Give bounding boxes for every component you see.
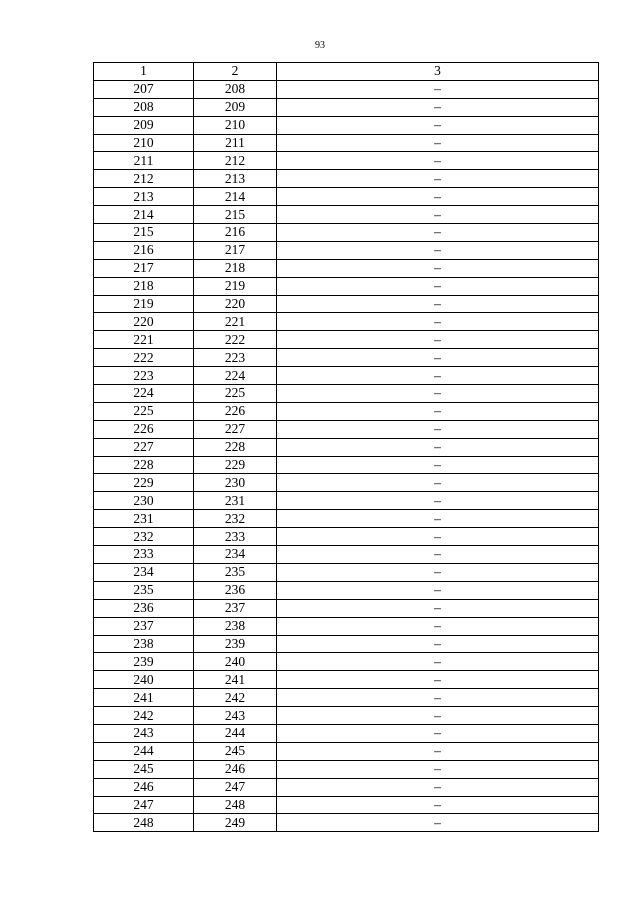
table-row <box>94 689 599 707</box>
cell-col-1: 239 <box>94 653 194 671</box>
cell-col-2: 222 <box>194 331 277 349</box>
cell-col-1: 215 <box>94 224 194 242</box>
cell-col-3: – <box>277 134 599 152</box>
cell-col-1: 213 <box>94 188 194 206</box>
cell-col-1: 220 <box>94 313 194 331</box>
table-row <box>94 420 599 438</box>
table-row <box>94 241 599 259</box>
cell-col-1: 226 <box>94 420 194 438</box>
cell-col-2: 230 <box>194 474 277 492</box>
table-row <box>94 456 599 474</box>
table-row <box>94 367 599 385</box>
cell-col-3: – <box>277 385 599 403</box>
cell-col-2: 246 <box>194 760 277 778</box>
cell-col-1: 219 <box>94 295 194 313</box>
cell-col-3: – <box>277 563 599 581</box>
cell-col-3: – <box>277 635 599 653</box>
cell-col-2: 228 <box>194 438 277 456</box>
cell-col-2: 241 <box>194 671 277 689</box>
cell-col-3: – <box>277 671 599 689</box>
cell-col-1: 242 <box>94 707 194 725</box>
cell-col-3: – <box>277 760 599 778</box>
table-header <box>94 63 599 81</box>
table-row <box>94 402 599 420</box>
cell-col-1: 236 <box>94 599 194 617</box>
cell-col-2: 236 <box>194 581 277 599</box>
cell-col-2: 232 <box>194 510 277 528</box>
cell-col-1: 214 <box>94 206 194 224</box>
cell-col-1: 238 <box>94 635 194 653</box>
table-row <box>94 331 599 349</box>
cell-col-2: 240 <box>194 653 277 671</box>
cell-col-1: 221 <box>94 331 194 349</box>
cell-col-1: 228 <box>94 456 194 474</box>
cell-col-1: 227 <box>94 438 194 456</box>
cell-col-2: 245 <box>194 742 277 760</box>
cell-col-1: 224 <box>94 385 194 403</box>
table-body <box>94 80 599 831</box>
cell-col-2: 219 <box>194 277 277 295</box>
cell-col-2: 220 <box>194 295 277 313</box>
cell-col-2: 237 <box>194 599 277 617</box>
cell-col-3: – <box>277 528 599 546</box>
table-row <box>94 707 599 725</box>
cell-col-3: – <box>277 581 599 599</box>
cell-col-3: – <box>277 259 599 277</box>
cell-col-2: 229 <box>194 456 277 474</box>
cell-col-2: 244 <box>194 724 277 742</box>
cell-col-2: 213 <box>194 170 277 188</box>
table-row <box>94 438 599 456</box>
cell-col-3: – <box>277 778 599 796</box>
cell-col-1: 234 <box>94 563 194 581</box>
cell-col-3: – <box>277 224 599 242</box>
table-row <box>94 385 599 403</box>
cell-col-1: 210 <box>94 134 194 152</box>
table-row <box>94 98 599 116</box>
column-header-2: 2 <box>194 63 277 81</box>
table-row <box>94 116 599 134</box>
table-row <box>94 581 599 599</box>
cell-col-3: – <box>277 116 599 134</box>
table-row <box>94 474 599 492</box>
cell-col-3: – <box>277 707 599 725</box>
cell-col-3: – <box>277 331 599 349</box>
cell-col-3: – <box>277 313 599 331</box>
table-row <box>94 188 599 206</box>
cell-col-3: – <box>277 689 599 707</box>
table-row <box>94 742 599 760</box>
table-row <box>94 635 599 653</box>
cell-col-1: 244 <box>94 742 194 760</box>
table-row <box>94 796 599 814</box>
cell-col-1: 208 <box>94 98 194 116</box>
table-row <box>94 224 599 242</box>
cell-col-2: 231 <box>194 492 277 510</box>
cell-col-1: 231 <box>94 510 194 528</box>
cell-col-3: – <box>277 456 599 474</box>
cell-col-1: 233 <box>94 546 194 564</box>
cell-col-3: – <box>277 510 599 528</box>
cell-col-3: – <box>277 474 599 492</box>
cell-col-3: – <box>277 492 599 510</box>
cell-col-3: – <box>277 546 599 564</box>
cell-col-3: – <box>277 438 599 456</box>
table-row <box>94 528 599 546</box>
cell-col-1: 241 <box>94 689 194 707</box>
cell-col-2: 210 <box>194 116 277 134</box>
cell-col-3: – <box>277 599 599 617</box>
cell-col-1: 232 <box>94 528 194 546</box>
cell-col-3: – <box>277 796 599 814</box>
cell-col-1: 248 <box>94 814 194 832</box>
table-row <box>94 206 599 224</box>
cell-col-2: 218 <box>194 259 277 277</box>
table-row <box>94 724 599 742</box>
cell-col-3: – <box>277 617 599 635</box>
table-row <box>94 152 599 170</box>
column-header-1: 1 <box>94 63 194 81</box>
cell-col-1: 247 <box>94 796 194 814</box>
cell-col-2: 223 <box>194 349 277 367</box>
cell-col-2: 227 <box>194 420 277 438</box>
cell-col-1: 237 <box>94 617 194 635</box>
table-row <box>94 563 599 581</box>
table-row <box>94 510 599 528</box>
cell-col-2: 249 <box>194 814 277 832</box>
table-row <box>94 546 599 564</box>
table-row <box>94 617 599 635</box>
cell-col-2: 243 <box>194 707 277 725</box>
page-number: 93 <box>315 40 325 51</box>
cell-col-1: 217 <box>94 259 194 277</box>
cell-col-3: – <box>277 206 599 224</box>
table-row <box>94 814 599 832</box>
cell-col-1: 212 <box>94 170 194 188</box>
cell-col-1: 229 <box>94 474 194 492</box>
cell-col-2: 238 <box>194 617 277 635</box>
cell-col-3: – <box>277 814 599 832</box>
cell-col-3: – <box>277 420 599 438</box>
cell-col-1: 223 <box>94 367 194 385</box>
cell-col-1: 218 <box>94 277 194 295</box>
cell-col-3: – <box>277 295 599 313</box>
cell-col-2: 234 <box>194 546 277 564</box>
cell-col-2: 221 <box>194 313 277 331</box>
table-row <box>94 295 599 313</box>
cell-col-1: 225 <box>94 402 194 420</box>
table-row <box>94 134 599 152</box>
table-row <box>94 313 599 331</box>
header-row <box>94 63 599 81</box>
cell-col-3: – <box>277 188 599 206</box>
cell-col-2: 216 <box>194 224 277 242</box>
cell-col-2: 226 <box>194 402 277 420</box>
cell-col-3: – <box>277 742 599 760</box>
cell-col-2: 209 <box>194 98 277 116</box>
cell-col-1: 209 <box>94 116 194 134</box>
cell-col-2: 247 <box>194 778 277 796</box>
cell-col-1: 230 <box>94 492 194 510</box>
data-table <box>93 62 599 832</box>
table-row <box>94 170 599 188</box>
cell-col-3: – <box>277 170 599 188</box>
table-row <box>94 80 599 98</box>
cell-col-3: – <box>277 80 599 98</box>
cell-col-3: – <box>277 98 599 116</box>
cell-col-1: 245 <box>94 760 194 778</box>
cell-col-2: 239 <box>194 635 277 653</box>
cell-col-3: – <box>277 349 599 367</box>
cell-col-2: 235 <box>194 563 277 581</box>
cell-col-2: 225 <box>194 385 277 403</box>
cell-col-2: 215 <box>194 206 277 224</box>
cell-col-1: 240 <box>94 671 194 689</box>
cell-col-2: 208 <box>194 80 277 98</box>
table-row <box>94 277 599 295</box>
cell-col-3: – <box>277 367 599 385</box>
table-row <box>94 778 599 796</box>
cell-col-1: 243 <box>94 724 194 742</box>
cell-col-3: – <box>277 241 599 259</box>
table-row <box>94 349 599 367</box>
cell-col-1: 222 <box>94 349 194 367</box>
table-row <box>94 760 599 778</box>
cell-col-2: 233 <box>194 528 277 546</box>
table-row <box>94 653 599 671</box>
cell-col-2: 242 <box>194 689 277 707</box>
cell-col-1: 246 <box>94 778 194 796</box>
cell-col-2: 214 <box>194 188 277 206</box>
cell-col-1: 207 <box>94 80 194 98</box>
table-row <box>94 671 599 689</box>
cell-col-2: 212 <box>194 152 277 170</box>
table-row <box>94 259 599 277</box>
cell-col-2: 224 <box>194 367 277 385</box>
cell-col-2: 217 <box>194 241 277 259</box>
cell-col-3: – <box>277 724 599 742</box>
cell-col-3: – <box>277 402 599 420</box>
column-header-3: 3 <box>277 63 599 81</box>
cell-col-3: – <box>277 653 599 671</box>
cell-col-2: 248 <box>194 796 277 814</box>
cell-col-1: 216 <box>94 241 194 259</box>
cell-col-3: – <box>277 152 599 170</box>
cell-col-3: – <box>277 277 599 295</box>
cell-col-1: 211 <box>94 152 194 170</box>
table-row <box>94 492 599 510</box>
table-row <box>94 599 599 617</box>
cell-col-2: 211 <box>194 134 277 152</box>
cell-col-1: 235 <box>94 581 194 599</box>
